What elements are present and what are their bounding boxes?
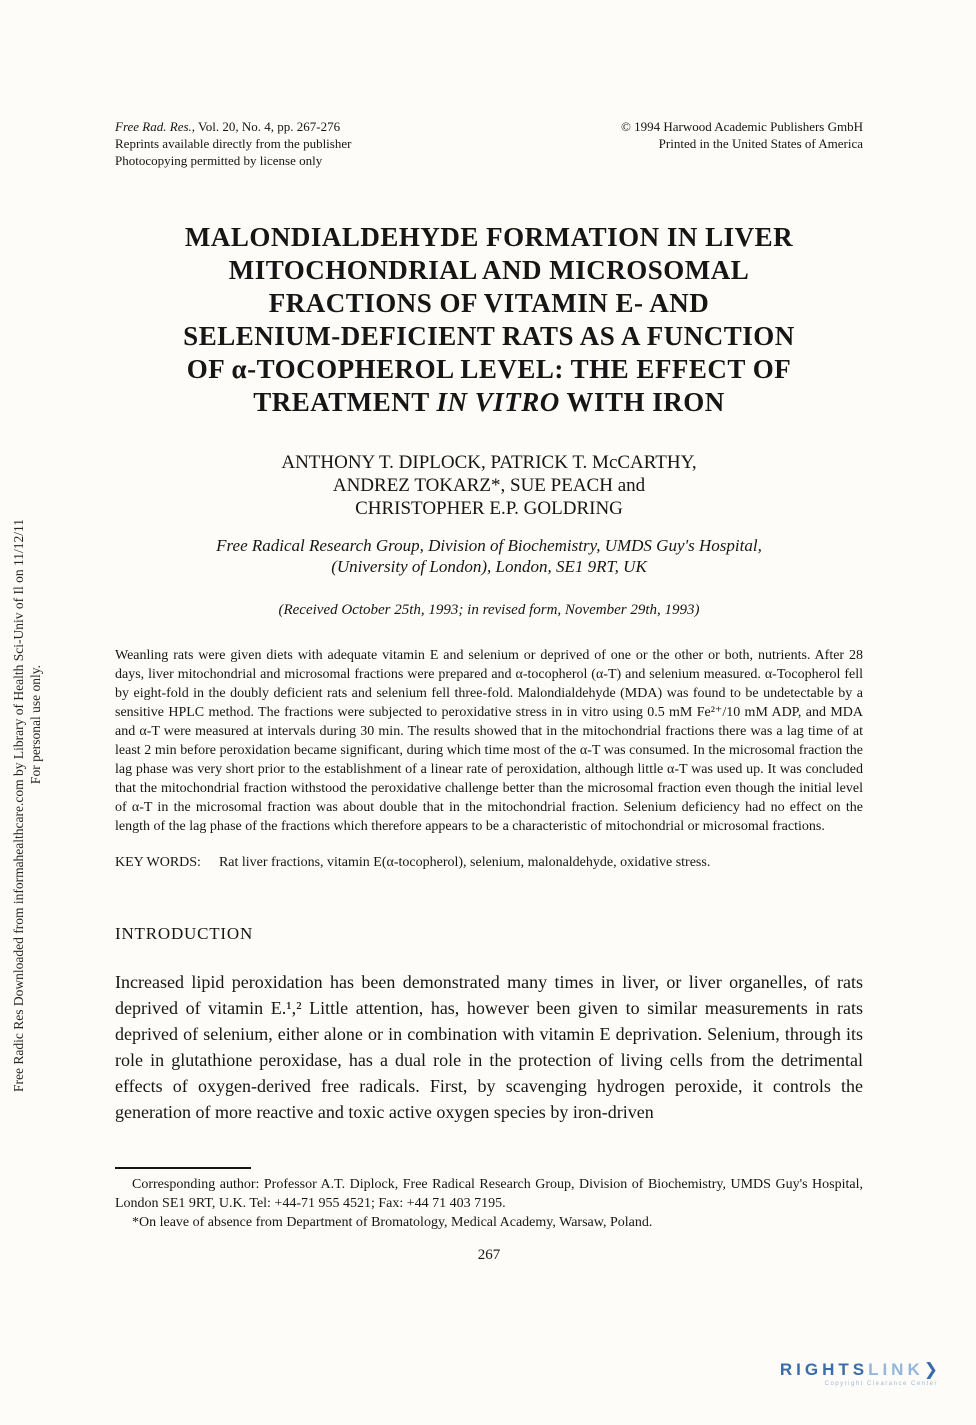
journal-volume-pages: Vol. 20, No. 4, pp. 267-276 bbox=[195, 119, 341, 134]
rightslink-wordmark bbox=[780, 1360, 938, 1380]
keywords-label: KEY WORDS: bbox=[115, 855, 201, 870]
journal-header-right bbox=[621, 118, 863, 169]
watermark-source-line: Free Radic Res Downloaded from informahealthcare.com by Library of Health Sci-Univ of Il on 11/12/11 bbox=[11, 519, 26, 1092]
reprints-note: Reprints available directly from the publisher bbox=[115, 136, 352, 151]
title-line-1: MALONDIALDEHYDE FORMATION IN LIVER bbox=[184, 222, 794, 252]
journal-name: Free Rad. Res., bbox=[115, 119, 196, 134]
rightslink-subtext: Copyright Clearance Center bbox=[824, 1381, 938, 1387]
section-heading-introduction: INTRODUCTION bbox=[115, 924, 254, 943]
journal-header bbox=[115, 118, 863, 169]
keywords bbox=[115, 853, 863, 872]
footnote-rule bbox=[115, 1167, 251, 1169]
watermark-usage-line: For personal use only. bbox=[28, 664, 43, 785]
affiliation bbox=[115, 535, 863, 577]
received-dates: (Received October 25th, 1993; in revised form, November 29th, 1993) bbox=[278, 602, 700, 618]
copyright-line: © 1994 Harwood Academic Publishers GmbH bbox=[620, 119, 863, 134]
journal-header-left bbox=[115, 118, 351, 169]
page-number: 267 bbox=[477, 1247, 501, 1263]
title-in-vitro: IN VITRO bbox=[436, 387, 560, 417]
photocopy-note: Photocopying permitted by license only bbox=[115, 153, 323, 168]
journal-citation bbox=[115, 118, 351, 135]
article-title bbox=[115, 221, 863, 419]
affiliation-line-2: (University of London), London, SE1 9RT, UK bbox=[331, 557, 647, 576]
footnote bbox=[115, 1175, 863, 1232]
printed-line: Printed in the United States of America bbox=[658, 136, 863, 151]
title-line-6-post: WITH IRON bbox=[559, 387, 725, 417]
abstract: Weanling rats were given diets with adequate vitamin E and selenium or deprived of one or the other or both, nutrients. After 28 days, liver mitochondrial and microsomal fractions were prepared and α-tocopherol (α-T) and selenium measured. α-Tocopherol fell by eight-fold in the doubly deficient rats and selenium fell three-fold. Malondialdehyde (MDA) was found to be undetectable by a sensitive HPLC method. The fractions were subjected to peroxidative stress in in vitro using 0.5 mM Fe²⁺/10 mM ADP, and MDA and α-T were measured at intervals during 30 min. The results showed that in the mitochondrial fractions there was a lag time of at least 2 min before peroxidation became significant, during which time most of the α-T was consumed. In the microsomal fraction the lag phase was very short prior to the establishment of a linear rate of peroxidation, although little α-T was used up. It was concluded that the mitochondrial fraction withstood the peroxidative challenge better than the microsomal fraction even though the initial level of α-T in the microsomal fraction was about double that in the mitochondrial fraction. Selenium deficiency had no effect on the length of the lag phase of the fractions which therefore appears to be a characteristic of mitochondrial or microsomal fractions. bbox=[115, 648, 863, 834]
rightslink-link-text: LINK bbox=[868, 1360, 924, 1379]
author-line-3: CHRISTOPHER E.P. GOLDRING bbox=[355, 498, 623, 519]
title-line-6 bbox=[115, 386, 863, 419]
title-line-3: FRACTIONS OF VITAMIN E- AND bbox=[268, 288, 710, 318]
footnote-leave-of-absence: *On leave of absence from Department of Bromatology, Medical Academy, Warsaw, Poland. bbox=[132, 1215, 653, 1230]
download-watermark bbox=[10, 357, 44, 1092]
author-line-1: ANTHONY T. DIPLOCK, PATRICK T. McCARTHY, bbox=[281, 452, 697, 473]
rightslink-arrow-icon: ❯ bbox=[923, 1360, 938, 1379]
author-list bbox=[115, 451, 863, 520]
title-line-2: MITOCHONDRIAL AND MICROSOMAL bbox=[228, 255, 750, 285]
title-line-4: SELENIUM-DEFICIENT RATS AS A FUNCTION bbox=[183, 321, 795, 351]
introduction-paragraph: Increased lipid peroxidation has been demonstrated many times in liver, or liver organelles, of rats deprived of vitamin E.¹,² Little attention, has, however been given to similar measurements in rats deprived of selenium, either alone or in combination with vitamin E deprivation. Selenium, through its role in glutathione peroxidase, has a dual role in the protection of living cells from the detrimental effects of oxygen-derived free radicals. First, by scavenging hydrogen peroxide, it controls the generation of more reactive and toxic active oxygen species by iron-driven bbox=[115, 972, 863, 1122]
keywords-text: Rat liver fractions, vitamin E(α-tocopherol), selenium, malonaldehyde, oxidative stress. bbox=[218, 855, 711, 870]
affiliation-line-1: Free Radical Research Group, Division of Biochemistry, UMDS Guy's Hospital, bbox=[216, 536, 762, 555]
footnote-corresponding-author: Corresponding author: Professor A.T. Diplock, Free Radical Research Group, Division of Biochemistry, UMDS Guy's Hospital, London SE1 9RT, U.K. Tel: +44-71 955 4521; Fax: +44 71 403 7195. bbox=[115, 1177, 863, 1211]
title-line-5: OF α-TOCOPHEROL LEVEL: THE EFFECT OF bbox=[186, 354, 792, 384]
title-line-6-pre: TREATMENT bbox=[253, 387, 437, 417]
page-content bbox=[115, 0, 863, 1264]
rightslink-logo[interactable] bbox=[780, 1360, 938, 1387]
rightslink-rights-text: RIGHTS bbox=[779, 1360, 869, 1379]
author-line-2: ANDREZ TOKARZ*, SUE PEACH and bbox=[332, 475, 646, 496]
